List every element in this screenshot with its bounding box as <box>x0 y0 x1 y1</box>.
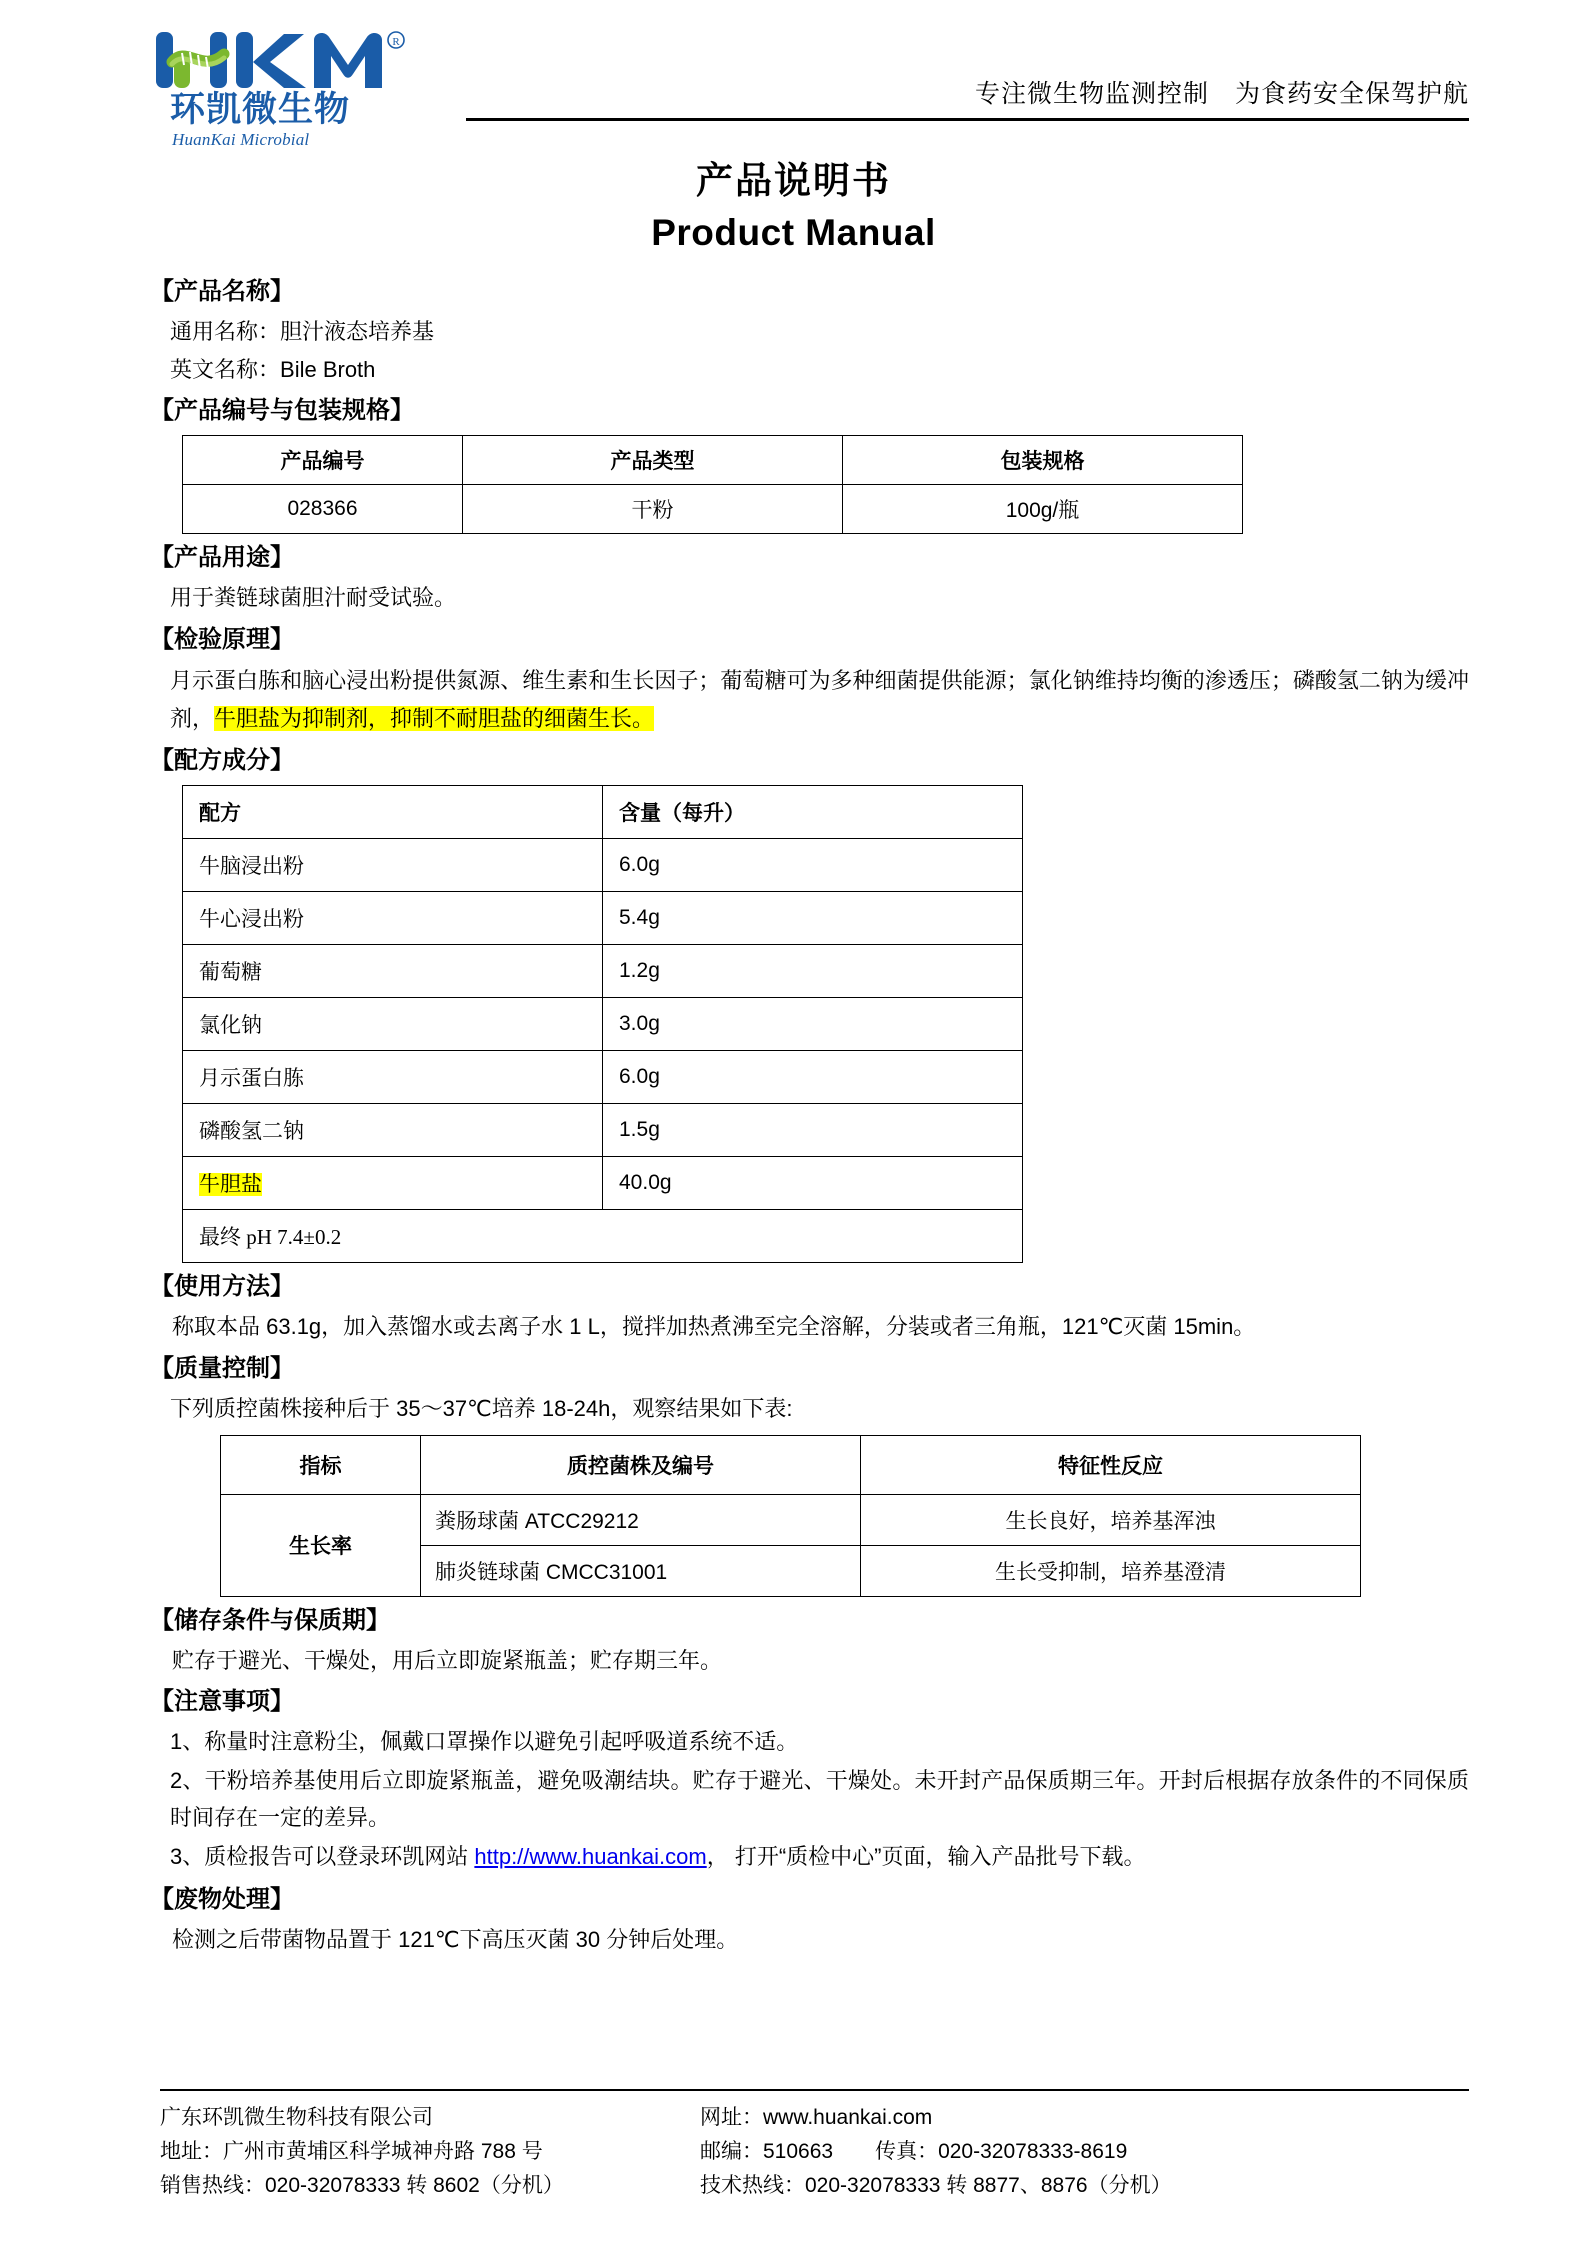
company-logo <box>152 28 422 150</box>
caution-text: 干粉培养基使用后立即旋紧瓶盖，避免吸潮结块。贮存于避光、干燥处。未开封产品保质期三年。开封后根据存放条件的不同保质时间存在一定的差异。 <box>170 1768 1469 1831</box>
table-row <box>183 485 1243 534</box>
quality-control-intro: 下列质控菌株接种后于 35～37℃培养 18-24h，观察结果如下表: <box>170 1396 793 1422</box>
footer-content <box>160 2101 1469 2203</box>
caution-item-3 <box>170 1839 1469 1876</box>
formula-cell-amount: 1.2g <box>603 945 1023 998</box>
slogan-right: 为食药安全保驾护航 <box>1234 80 1469 108</box>
footer-divider <box>160 2089 1469 2091</box>
spec-col-package: 包装规格 <box>843 436 1243 485</box>
qc-col-reaction: 特征性反应 <box>861 1435 1361 1494</box>
formula-cell-amount: 5.4g <box>603 892 1023 945</box>
formula-cell-amount: 6.0g <box>603 1051 1023 1104</box>
hkm-logo-mark <box>152 28 412 90</box>
qc-cell-metric: 生长率 <box>221 1494 421 1596</box>
header-divider <box>466 118 1469 121</box>
table-row <box>183 892 1023 945</box>
section-heading-quality-control: 【质量控制】 <box>150 1355 294 1383</box>
footer-address: 地址：广州市黄埔区科学城神舟路 788 号 <box>160 2139 543 2163</box>
formula-cell-name: 磷酸氢二钠 <box>183 1104 603 1157</box>
logo-company-en: HuanKai Microbial <box>172 129 310 149</box>
caution-text-after: ， 打开“质检中心”页面，输入产品批号下载。 <box>706 1844 1146 1870</box>
caution-text: 称量时注意粉尘，佩戴口罩操作以避免引起呼吸道系统不适。 <box>204 1729 799 1755</box>
qc-cell-strain: 粪肠球菌 ATCC29212 <box>421 1494 861 1545</box>
formula-cell-name: 牛心浸出粉 <box>183 892 603 945</box>
section-heading-cautions: 【注意事项】 <box>150 1688 294 1716</box>
footer-website: 网址：www.huankai.com <box>700 2105 933 2129</box>
footer-sales-hotline: 销售热线：020-32078333 转 8602（分机） <box>160 2173 564 2197</box>
product-english-name <box>170 352 1469 388</box>
english-name-label: 英文名称： <box>170 356 281 382</box>
header-slogan <box>975 74 1469 110</box>
caution-item-1 <box>170 1724 1469 1761</box>
svg-text:R: R <box>392 36 400 48</box>
table-row <box>183 998 1023 1051</box>
formula-cell-name: 月示蛋白胨 <box>183 1051 603 1104</box>
formula-cell-name: 氯化钠 <box>183 998 603 1051</box>
section-heading-product-name: 【产品名称】 <box>150 277 294 305</box>
table-row <box>183 1104 1023 1157</box>
table-row <box>183 1051 1023 1104</box>
footer-right-column <box>700 2101 1469 2203</box>
quality-control-table <box>220 1435 1361 1597</box>
product-generic-name <box>170 314 1469 350</box>
qc-cell-strain: 肺炎链球菌 CMCC31001 <box>421 1545 861 1596</box>
formula-table <box>182 785 1023 1263</box>
formula-cell-name: 牛脑浸出粉 <box>183 839 603 892</box>
page-footer <box>0 2089 1587 2203</box>
section-heading-principle: 【检验原理】 <box>150 625 294 653</box>
caution-item-2 <box>170 1763 1469 1837</box>
formula-col-amount: 含量（每升） <box>603 786 1023 839</box>
footer-postcode-fax: 邮编：510663 传真：020-32078333-8619 <box>700 2139 1128 2163</box>
method-text: 称取本品 63.1g，加入蒸馏水或去离子水 1 L，搅拌加热煮沸至完全溶解，分装或者三角瓶，121℃灭菌 15min。 <box>172 1314 1256 1340</box>
page-header <box>0 0 1587 150</box>
footer-company-name: 广东环凯微生物科技有限公司 <box>160 2105 433 2129</box>
document-body <box>0 274 1587 1958</box>
principle-text-highlighted: 牛胆盐为抑制剂，抑制不耐胆盐的细菌生长。 <box>214 705 655 731</box>
generic-name-value: 胆汁液态培养基 <box>280 318 435 344</box>
caution-text-before: 质检报告可以登录环凯网站 <box>204 1844 475 1870</box>
table-row <box>183 1157 1023 1210</box>
title-chinese: 产品说明书 <box>696 160 891 201</box>
spec-table-header-row <box>183 436 1243 485</box>
storage-text: 贮存于避光、干燥处，用后立即旋紧瓶盖；贮存期三年。 <box>172 1647 723 1673</box>
spec-table <box>182 435 1243 534</box>
slogan-left: 专注微生物监测控制 <box>974 80 1209 108</box>
spec-cell-type: 干粉 <box>463 485 843 534</box>
formula-cell-name: 葡萄糖 <box>183 945 603 998</box>
formula-cell-amount: 40.0g <box>603 1157 1023 1210</box>
principle-text <box>170 662 1469 738</box>
qc-cell-reaction: 生长受抑制，培养基澄清 <box>861 1545 1361 1596</box>
formula-table-header-row <box>183 786 1023 839</box>
caution-number: 3、 <box>170 1844 205 1870</box>
section-heading-storage: 【储存条件与保质期】 <box>150 1606 390 1634</box>
formula-ph-row <box>183 1210 1023 1263</box>
spec-col-code: 产品编号 <box>183 436 463 485</box>
title-english: Product Manual <box>651 211 936 253</box>
footer-tech-hotline: 技术热线：020-32078333 转 8877、8876（分机） <box>700 2173 1172 2197</box>
section-heading-method: 【使用方法】 <box>150 1273 294 1301</box>
hkm-logo-icon <box>152 28 412 92</box>
section-heading-spec: 【产品编号与包装规格】 <box>150 397 414 425</box>
qc-col-metric: 指标 <box>221 1435 421 1494</box>
spec-cell-package: 100g/瓶 <box>843 485 1243 534</box>
qc-table-header-row <box>221 1435 1361 1494</box>
formula-cell-amount: 3.0g <box>603 998 1023 1051</box>
qc-cell-reaction: 生长良好，培养基浑浊 <box>861 1494 1361 1545</box>
formula-cell-amount: 6.0g <box>603 839 1023 892</box>
formula-cell-name-highlighted: 牛胆盐 <box>183 1157 603 1210</box>
caution-number: 1、 <box>170 1729 205 1755</box>
table-row <box>183 839 1023 892</box>
spec-cell-code: 028366 <box>183 485 463 534</box>
waste-text: 检测之后带菌物品置于 121℃下高压灭菌 30 分钟后处理。 <box>172 1927 739 1953</box>
formula-cell-amount: 1.5g <box>603 1104 1023 1157</box>
formula-ph-value: 最终 pH 7.4±0.2 <box>183 1210 1023 1263</box>
section-heading-purpose: 【产品用途】 <box>150 544 294 572</box>
table-row <box>183 945 1023 998</box>
english-name-value: Bile Broth <box>280 356 376 382</box>
qc-col-strain: 质控菌株及编号 <box>421 1435 861 1494</box>
section-heading-waste: 【废物处理】 <box>150 1886 294 1914</box>
generic-name-label: 通用名称： <box>170 318 281 344</box>
table-row <box>221 1494 1361 1545</box>
formula-col-name: 配方 <box>183 786 603 839</box>
huankai-website-link[interactable]: http://www.huankai.com <box>474 1844 707 1870</box>
caution-number: 2、 <box>170 1768 205 1794</box>
principle-text-plain: 月示蛋白胨和脑心浸出粉提供氮源、维生素和生长因子；葡萄糖可为多种细菌提供能源；氯化钠维持均衡的渗透压；磷酸氢二钠为缓冲剂， <box>170 667 1469 731</box>
page-title <box>0 156 1587 258</box>
spec-col-type: 产品类型 <box>463 436 843 485</box>
footer-left-column <box>160 2101 700 2203</box>
purpose-text: 用于粪链球菌胆汁耐受试验。 <box>170 585 457 611</box>
logo-company-cn: 环凯微生物 <box>170 90 351 129</box>
section-heading-formula: 【配方成分】 <box>150 747 294 775</box>
